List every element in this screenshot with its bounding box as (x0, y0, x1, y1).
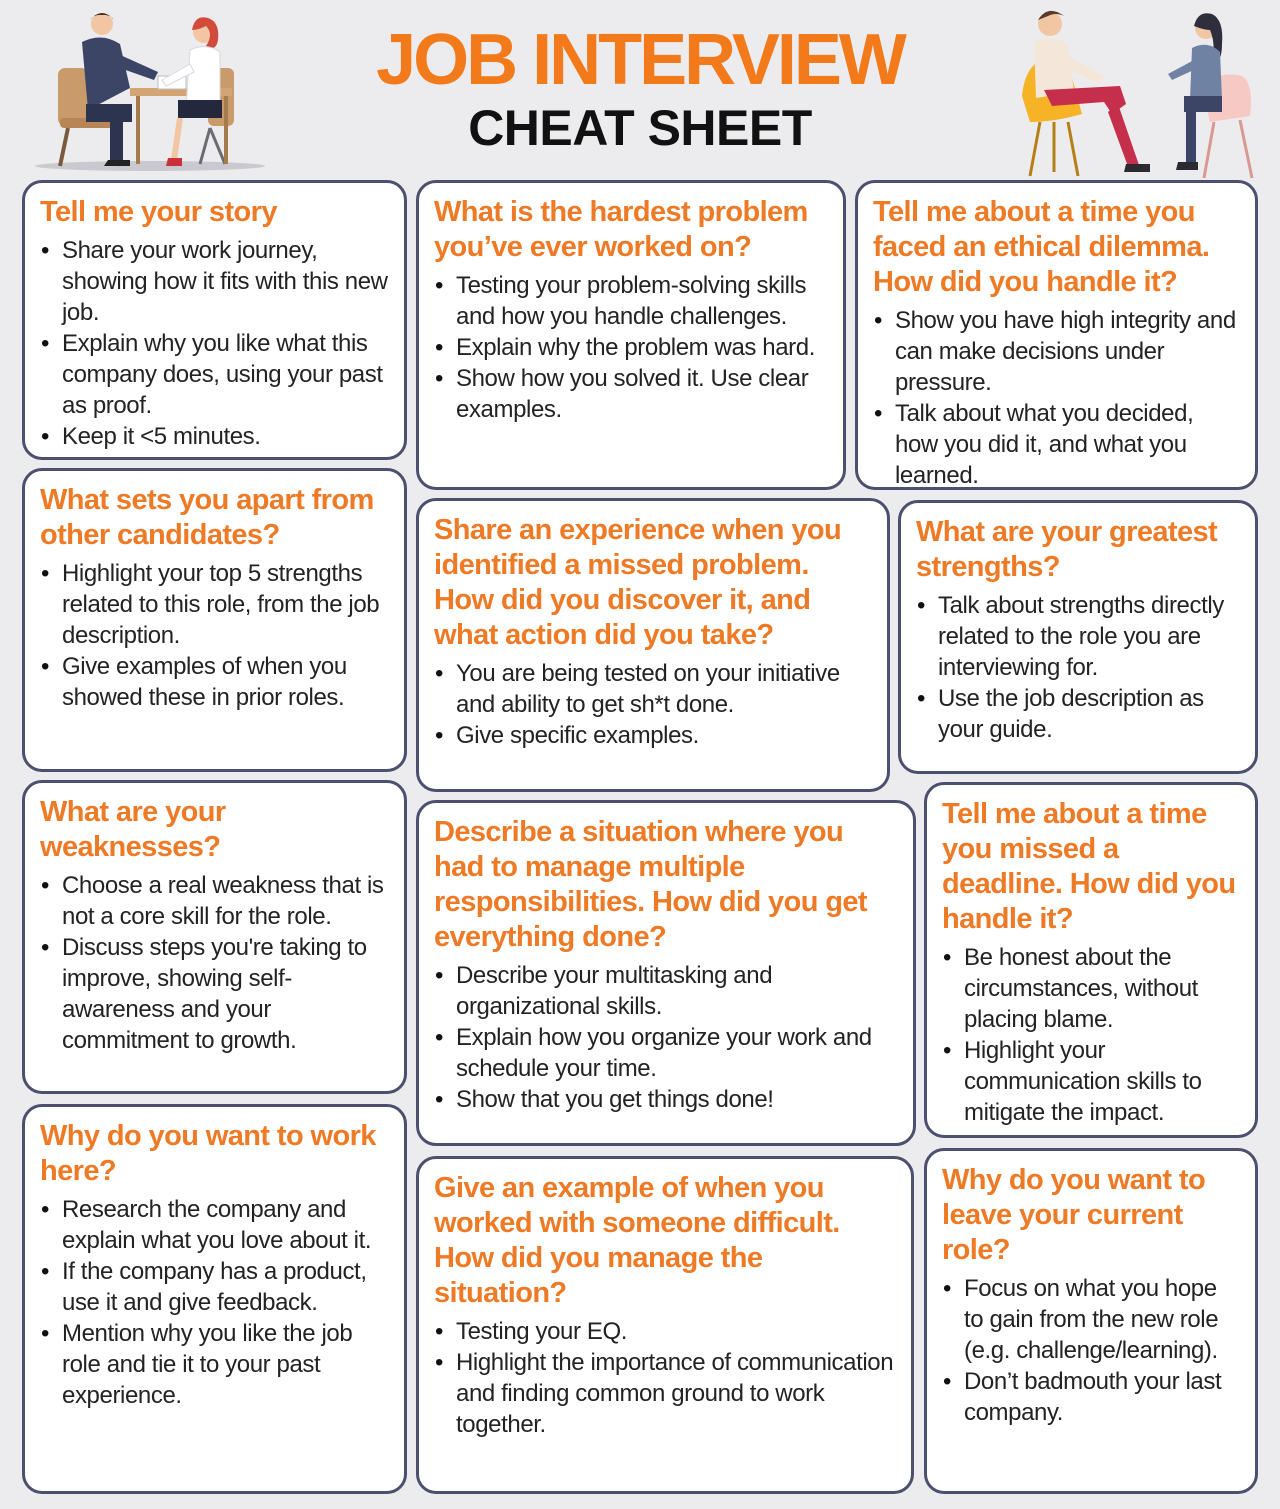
card-greatest-strengths (898, 500, 1258, 774)
list-item: • Choose a real weakness that is not a core skill for the role. (62, 870, 390, 932)
list-item: • Talk about what you decided, how you did it, and what you learned. (895, 398, 1241, 490)
list-item: • Mention why you like the job role and tie it to your past experience. (62, 1318, 390, 1411)
list-item: • Describe your multitasking and organizational skills. (456, 960, 899, 1022)
card-bullet-list (942, 942, 1241, 1128)
interview-chairs-illustration (1008, 4, 1270, 182)
card-bullet-list (942, 1273, 1241, 1428)
card-missed-deadline (924, 782, 1258, 1138)
card-bullet-list (40, 1194, 390, 1411)
list-item: • Explain why you like what this company does, using your past as proof. (62, 328, 390, 421)
list-item: • Testing your EQ. (456, 1316, 897, 1347)
list-item: • Talk about strengths directly related to the role you are interviewing for. (938, 590, 1241, 683)
card-bullet-list (40, 235, 390, 452)
list-item: • Highlight your communication skills to mitigate the impact. (964, 1035, 1241, 1128)
card-title: Tell me about a time you faced an ethical dilemma. How did you handle it? (873, 196, 1210, 298)
card-bullet-list (916, 590, 1241, 745)
card-title: Give an example of when you worked with someone difficult. How did you manage the situation? (434, 1172, 840, 1309)
list-item: • Don’t badmouth your last company. (964, 1366, 1241, 1428)
list-item: • Keep it <5 minutes. (62, 421, 390, 452)
card-bullet-list (434, 270, 829, 425)
card-leave-current-role (924, 1148, 1258, 1494)
card-title: Tell me your story (40, 196, 277, 228)
list-item: • Show how you solved it. Use clear examples. (456, 363, 829, 425)
list-item: • Be honest about the circumstances, without placing blame. (964, 942, 1241, 1035)
card-bullet-list (434, 960, 899, 1115)
list-item: • Explain how you organize your work and schedule your time. (456, 1022, 899, 1084)
card-bullet-list (40, 558, 390, 713)
card-bullet-list (873, 305, 1241, 490)
card-weaknesses (22, 780, 407, 1094)
list-item: • Highlight your top 5 strengths related to this role, from the job description. (62, 558, 390, 651)
list-item: • Share your work journey, showing how it fits with this new job. (62, 235, 390, 328)
card-title: Describe a situation where you had to manage multiple responsibilities. How did you get everything done? (434, 816, 867, 953)
page-subtitle: CHEAT SHEET (468, 100, 812, 156)
list-item: • Discuss steps you're taking to improve, showing self-awareness and your commitment to growth. (62, 932, 390, 1056)
list-item: • Highlight the importance of communication and finding common ground to work together. (456, 1347, 897, 1440)
list-item: • Show that you get things done! (456, 1084, 899, 1115)
card-title: Why do you want to leave your current role? (942, 1164, 1206, 1266)
card-why-work-here (22, 1104, 407, 1494)
list-item: • Explain why the problem was hard. (456, 332, 829, 363)
list-item: • If the company has a product, use it and give feedback. (62, 1256, 390, 1318)
card-title: Why do you want to work here? (40, 1120, 376, 1187)
card-title: What is the hardest problem you’ve ever worked on? (434, 196, 808, 263)
card-title: Share an experience when you identified a missed problem. How did you discover it, and what action did you take? (434, 514, 842, 651)
card-title: What are your greatest strengths? (916, 516, 1218, 583)
card-multiple-responsibilities (416, 800, 916, 1146)
list-item: • Testing your problem-solving skills and how you handle challenges. (456, 270, 829, 332)
list-item: • Focus on what you hope to gain from the new role (e.g. challenge/learning). (964, 1273, 1241, 1366)
card-bullet-list (40, 870, 390, 1056)
list-item: • Research the company and explain what you love about it. (62, 1194, 390, 1256)
page-title: JOB INTERVIEW (376, 20, 904, 100)
list-item: • You are being tested on your initiative and ability to get sh*t done. (456, 658, 873, 720)
card-ethical-dilemma (855, 180, 1258, 490)
list-item: • Give examples of when you showed these in prior roles. (62, 651, 390, 713)
card-title: Tell me about a time you missed a deadline. How did you handle it? (942, 798, 1236, 935)
card-title: What are your weaknesses? (40, 796, 226, 863)
card-hardest-problem (416, 180, 846, 490)
list-item: • Use the job description as your guide. (938, 683, 1241, 745)
card-difficult-coworker (416, 1156, 914, 1494)
interview-desk-illustration (30, 6, 280, 174)
card-sets-you-apart (22, 468, 407, 772)
card-bullet-list (434, 1316, 897, 1440)
card-bullet-list (434, 658, 873, 751)
list-item: • Give specific examples. (456, 720, 873, 751)
card-title: What sets you apart from other candidates? (40, 484, 374, 551)
card-missed-problem (416, 498, 890, 792)
card-tell-me-your-story (22, 180, 407, 460)
list-item: • Show you have high integrity and can make decisions under pressure. (895, 305, 1241, 398)
